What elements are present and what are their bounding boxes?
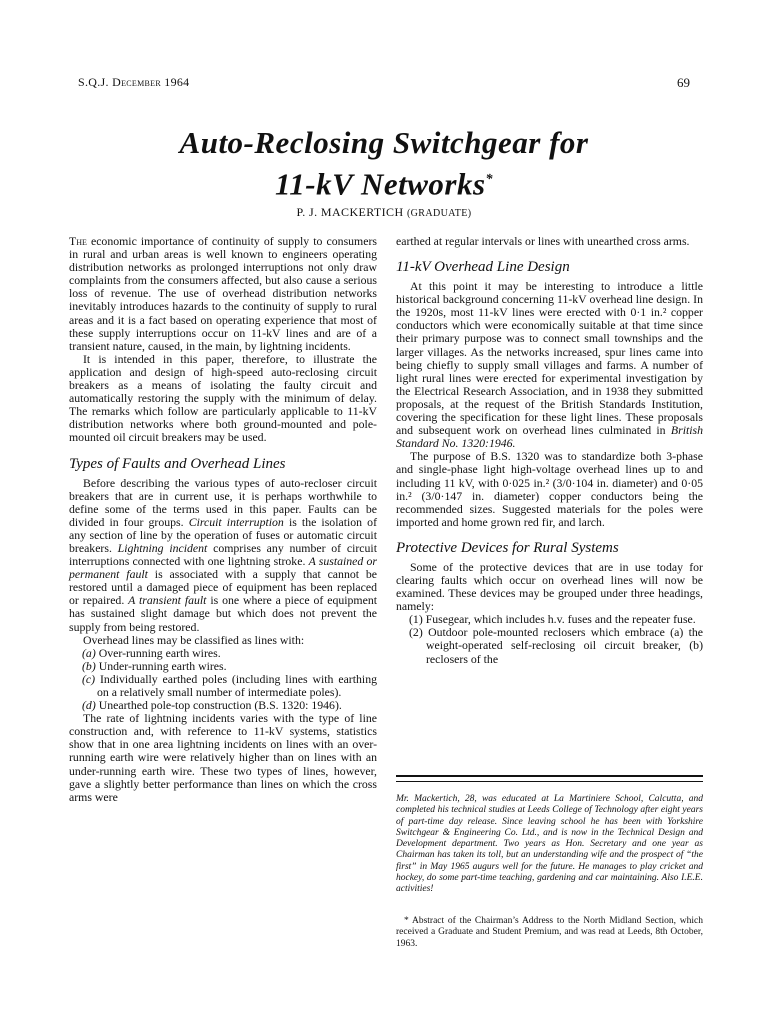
intro-paragraph-2: It is intended in this paper, therefore, to illustrate the application and design of high-speed auto-reclosing circuit breakers as a means of isolating the faulty circuit and automatically restoring the supply with the minimum of delay. The remarks which follow are particularly applicable to 11-kV distribution networks where both ground-mounted and pole-mounted oil circuit breakers may be used. bbox=[69, 351, 377, 445]
continued-paragraph: earthed at regular intervals or lines with unearthed cross arms. bbox=[396, 234, 690, 248]
list-label: (2) bbox=[409, 625, 423, 640]
list-text: Individually earthed poles (including lines with earthing on a relatively small number of intermediate poles). bbox=[97, 671, 377, 699]
list-label: (a) bbox=[82, 645, 96, 660]
list-text: Unearthed pole-top construction (B.S. 1320: 1946). bbox=[98, 698, 342, 713]
term-lightning-incident: Lightning incident bbox=[117, 540, 208, 555]
right-column bbox=[396, 235, 703, 666]
running-header bbox=[78, 75, 189, 90]
list-text: Fusegear, which includes h.v. fuses and the repeater fuse. bbox=[425, 612, 696, 627]
term-circuit-interruption: Circuit interruption bbox=[188, 514, 284, 529]
line-design-paragraph-1 bbox=[396, 280, 703, 450]
abstract-footnote: * Abstract of the Chairman’s Address to the North Midland Section, which received a Graduate and Student Premium, and was read at Leeds, 8th October, 1963. bbox=[396, 916, 703, 949]
list-item bbox=[69, 673, 377, 699]
section-heading-faults: Types of Faults and Overhead Lines bbox=[69, 455, 286, 472]
faults-paragraph bbox=[69, 477, 377, 634]
journal-abbrev: S.Q.J. bbox=[78, 75, 109, 89]
section-heading-protective-devices: Protective Devices for Rural Systems bbox=[396, 539, 619, 556]
faults-text-a: Before describing the various types of auto-recloser circuit breakers that are in current use, it is perhaps worthwhile to define some of the terms used in this paper. Faults can be divided in four groups. bbox=[69, 475, 377, 529]
section-heading-line-design: 11-kV Overhead Line Design bbox=[396, 259, 570, 276]
list-text: Under-running earth wires. bbox=[98, 658, 227, 673]
faults-text-c: comprises any number of circuit interruptions connected with one lightning stroke. bbox=[69, 540, 377, 569]
list-item bbox=[396, 626, 703, 665]
line-design-text: At this point it may be interesting to introduce a little historical background concerning 11-kV overhead line design. In the 1920s, most 11-kV lines were erected with 0·1 in.² copper conductors which were economically suitable at that time since their primary purpose was to connect small townships and the larger villages. As the networks increased, spur lines came into being chiefly to supply small villages and farms. A number of light rural lines were erected for experimental investigation by the Electrical Research Association, and in 1938 they submitted proposals, at the request of the British Standards Institution, covering the specification for these light lines. These proposals and subsequent work on overhead lines culminated in bbox=[396, 279, 703, 438]
list-intro: Overhead lines may be classified as lines with: bbox=[83, 632, 305, 647]
author-grade: (GRADUATE) bbox=[406, 208, 472, 219]
line-design-paragraph-2: The purpose of B.S. 1320 was to standardize both 3-phase and single-phase light high-voltage overhead lines up to and including 11 kV, with 0·025 in.² (3/0·104 in. diameter) and 0·05 in.² (3/0·147 in. diameter) copper conductors being the recommended sizes. Suggested materials for the poles were imported and home grown red fir, and larch. bbox=[396, 449, 703, 529]
author-biography: Mr. Mackertich, 28, was educated at La Martiniere School, Calcutta, and completed his technical studies at Leeds College of Technology after eight years of part-time day release. Since leaving school he has been with Yorkshire Switchgear & Engineering Co. Ltd., and is now in the Technical Design and Development department. Two years as Hon. Secretary and one year as Chairman has taken its toll, but an understanding wife and the prospect of “the first” in May 1965 augurs well for the future. He manages to play cricket and hockey, do some part-time teaching, gardening and car maintaining. Also I.E.E. activities! bbox=[396, 794, 703, 895]
faults-text-d: is associated with a supply that cannot be restored until a damaged piece of equipment has been replaced or repaired. bbox=[69, 567, 377, 608]
list-label: (b) bbox=[82, 658, 96, 673]
title-line-2-text: 11-kV Networks bbox=[274, 166, 486, 202]
author-name: P. J. MACKERTICH bbox=[296, 205, 404, 219]
title-footnote-mark: * bbox=[485, 172, 494, 187]
footnote-divider-thick bbox=[396, 775, 703, 777]
list-label: (1) bbox=[409, 612, 423, 627]
closing-paragraph: The rate of lightning incidents varies with the type of line construction and, with reference to 11-kV systems, statistics show that in one area lightning incidents on lines with an over-running earth wire were relatively higher than on lines with an under-running earth wire. These two types of lines, however, gave a slightly better performance than lines on which the cross arms were bbox=[69, 711, 377, 804]
protective-paragraph: Some of the protective devices that are in use today for clearing faults which occur on overhead lines will now be examined. These devices may be grouped under three headings, namely: bbox=[396, 559, 703, 614]
footnote-divider-thin bbox=[396, 781, 703, 782]
title-line-1: Auto-Reclosing Switchgear for bbox=[179, 125, 589, 160]
page-number: 69 bbox=[677, 75, 690, 90]
author-line bbox=[0, 205, 768, 220]
faults-text-e: is one where a piece of equipment has sustained slight damage but which does not prevent the supply from being restored. bbox=[69, 593, 377, 634]
intro-paragraph-1 bbox=[69, 235, 377, 353]
term-transient-fault: A transient fault bbox=[128, 593, 207, 608]
issue-date: December 1964 bbox=[112, 75, 190, 89]
intro-dropcap: The bbox=[69, 234, 87, 248]
list-text: Outdoor pole-mounted reclosers which embrace (a) the weight-operated self-reclosing oil circuit breaker, (b) reclosers of the bbox=[426, 625, 703, 666]
list-text: Over-running earth wires. bbox=[98, 645, 221, 660]
title-line-2 bbox=[0, 161, 768, 203]
list-label: (c) bbox=[82, 671, 96, 686]
faults-text-b: is the isolation of any section of line by the operation of fuses or automatic circuit breakers. bbox=[69, 514, 377, 555]
left-column bbox=[69, 235, 377, 804]
intro-text-1: economic importance of continuity of supply to consumers in rural and urban areas is well known to engineers operating distribution networks as prolonged interruptions not only draw complaints from the consumers affected, but also cause a serious loss of revenue. The use of overhead distribution networks inevitably introduces hazards to the continuity of supply to rural areas and it is a fact based on operating experience that most of these supply interruptions occur on 11-kV lines and are of a transient nature, caused, in the main, by lightning incidents. bbox=[69, 234, 377, 353]
standard-reference: British Standard No. 1320:1946. bbox=[396, 423, 704, 451]
term-sustained-fault: A sustained or permanent fault bbox=[69, 554, 377, 582]
list-label: (d) bbox=[82, 698, 96, 713]
